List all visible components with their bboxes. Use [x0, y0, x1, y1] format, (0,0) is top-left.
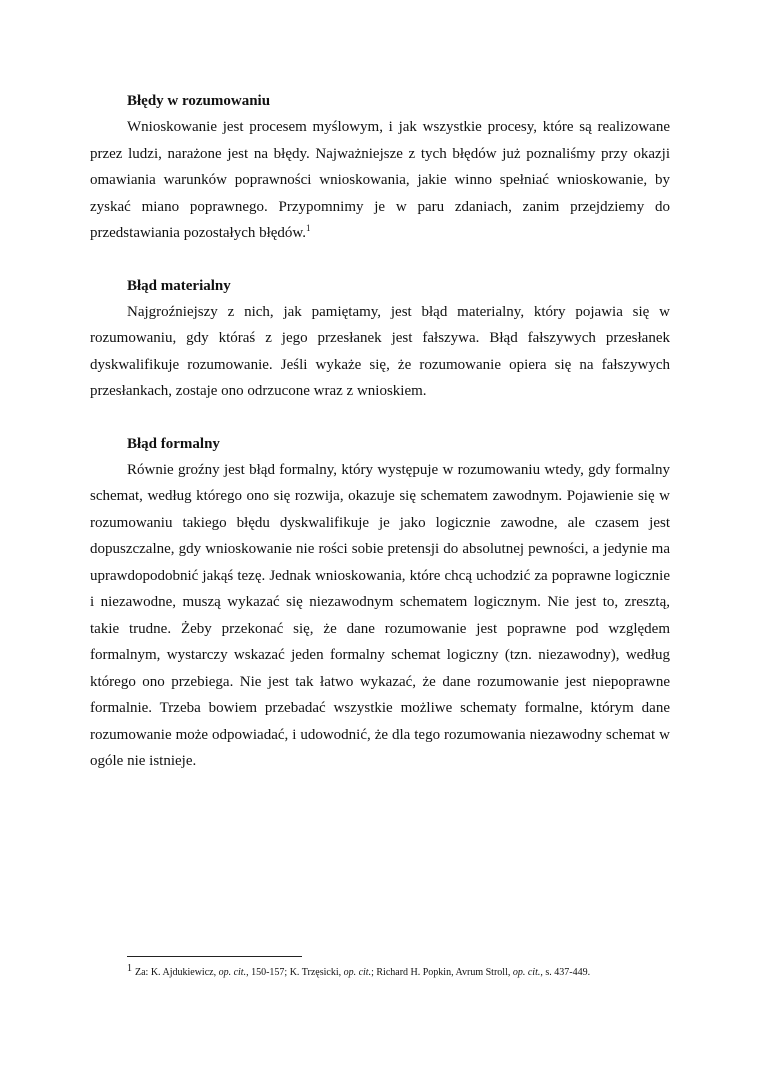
footnote-part-italic: op. cit. [512, 967, 541, 978]
section-blad-formalny [90, 431, 670, 775]
footnote-part: , s. 437-449. [540, 967, 591, 978]
footnote-reference[interactable]: 1 [306, 223, 311, 233]
section-heading: Błędy w rozumowaniu [127, 93, 271, 109]
paragraph-text: Wnioskowanie jest procesem myślowym, i jak wszystkie procesy, które są realizowane przez ludzi, narażone jest na błędy. Najważniejsze z tych błędów już poznaliśmy przy okazji omawiania warunków poprawności wnioskowania, jakie winno spełniać wnioskowanie, by zyskać miano poprawnego. Przypomnimy je w paru zdaniach, zanim przejdziemy do przedstawiania pozostałych błędów. [90, 119, 670, 241]
section-paragraph: Najgroźniejszy z nich, jak pamiętamy, jest błąd materialny, który pojawia się w rozumowaniu, gdy któraś z jego przesłanek jest fałszywa. Błąd fałszywych przesłanek dyskwalifikuje rozumowanie. Jeśli wykaże się, że rozumowanie opiera się na fałszywych przesłankach, zostaje ono odrzucone wraz z wnioskiem. [90, 303, 670, 399]
footnote-divider [127, 956, 302, 957]
footnote-mark: 1 [127, 962, 132, 974]
footnote-part: Za: K. Ajdukiewicz, [135, 967, 219, 978]
footnote-part: , 150-157; K. Trzęsicki, [246, 967, 344, 978]
footnote-part-italic: op. cit. [218, 967, 247, 978]
section-paragraph [90, 114, 670, 247]
section-heading: Błąd materialny [127, 277, 231, 294]
document-body [90, 88, 670, 801]
section-paragraph: Równie groźny jest błąd formalny, który występuje w rozumowaniu wtedy, gdy formalny schemat, według którego ono się rozwija, okazuje się schematem zawodnym. Pojawienie się w rozumowaniu takiego błędu dyskwalifikuje je jako logicznie zawodne, ale czasem jest dopuszczalne, gdy wnioskowanie nie rości sobie pretensji do absolutnej pewności, a jedynie ma uprawdopodobnić jakąś tezę. Jednak wnioskowania, które chcą uchodzić za poprawne logicznie i niezawodne, muszą wykazać się niezawodnym schematem logicznym. Nie jest to, zresztą, takie trudne. Żeby przekonać się, że dane rozumowanie jest poprawne pod względem formalnym, wystarczy wskazać jeden formalny schemat logiczny (tzn. niezawodny), według którego ono przebiega. Nie jest tak łatwo wykazać, że dane rozumowanie jest niepoprawne formalnie. Trzeba bowiem przebadać wszystkie możliwe schematy formalne, którym dane rozumowanie może odpowiadać, i udowodnić, że dla tego rozumowania niezawodny schemat w ogóle nie istnieje. [90, 461, 670, 769]
section-heading: Błąd formalny [127, 435, 220, 452]
footnote [127, 962, 647, 980]
footnote-part: ; Richard H. Popkin, Avrum Stroll, [371, 967, 513, 978]
footnote-part-italic: op. cit. [343, 967, 372, 978]
section-blad-materialny [90, 273, 670, 405]
section-bledy-w-rozumowaniu [90, 88, 670, 247]
